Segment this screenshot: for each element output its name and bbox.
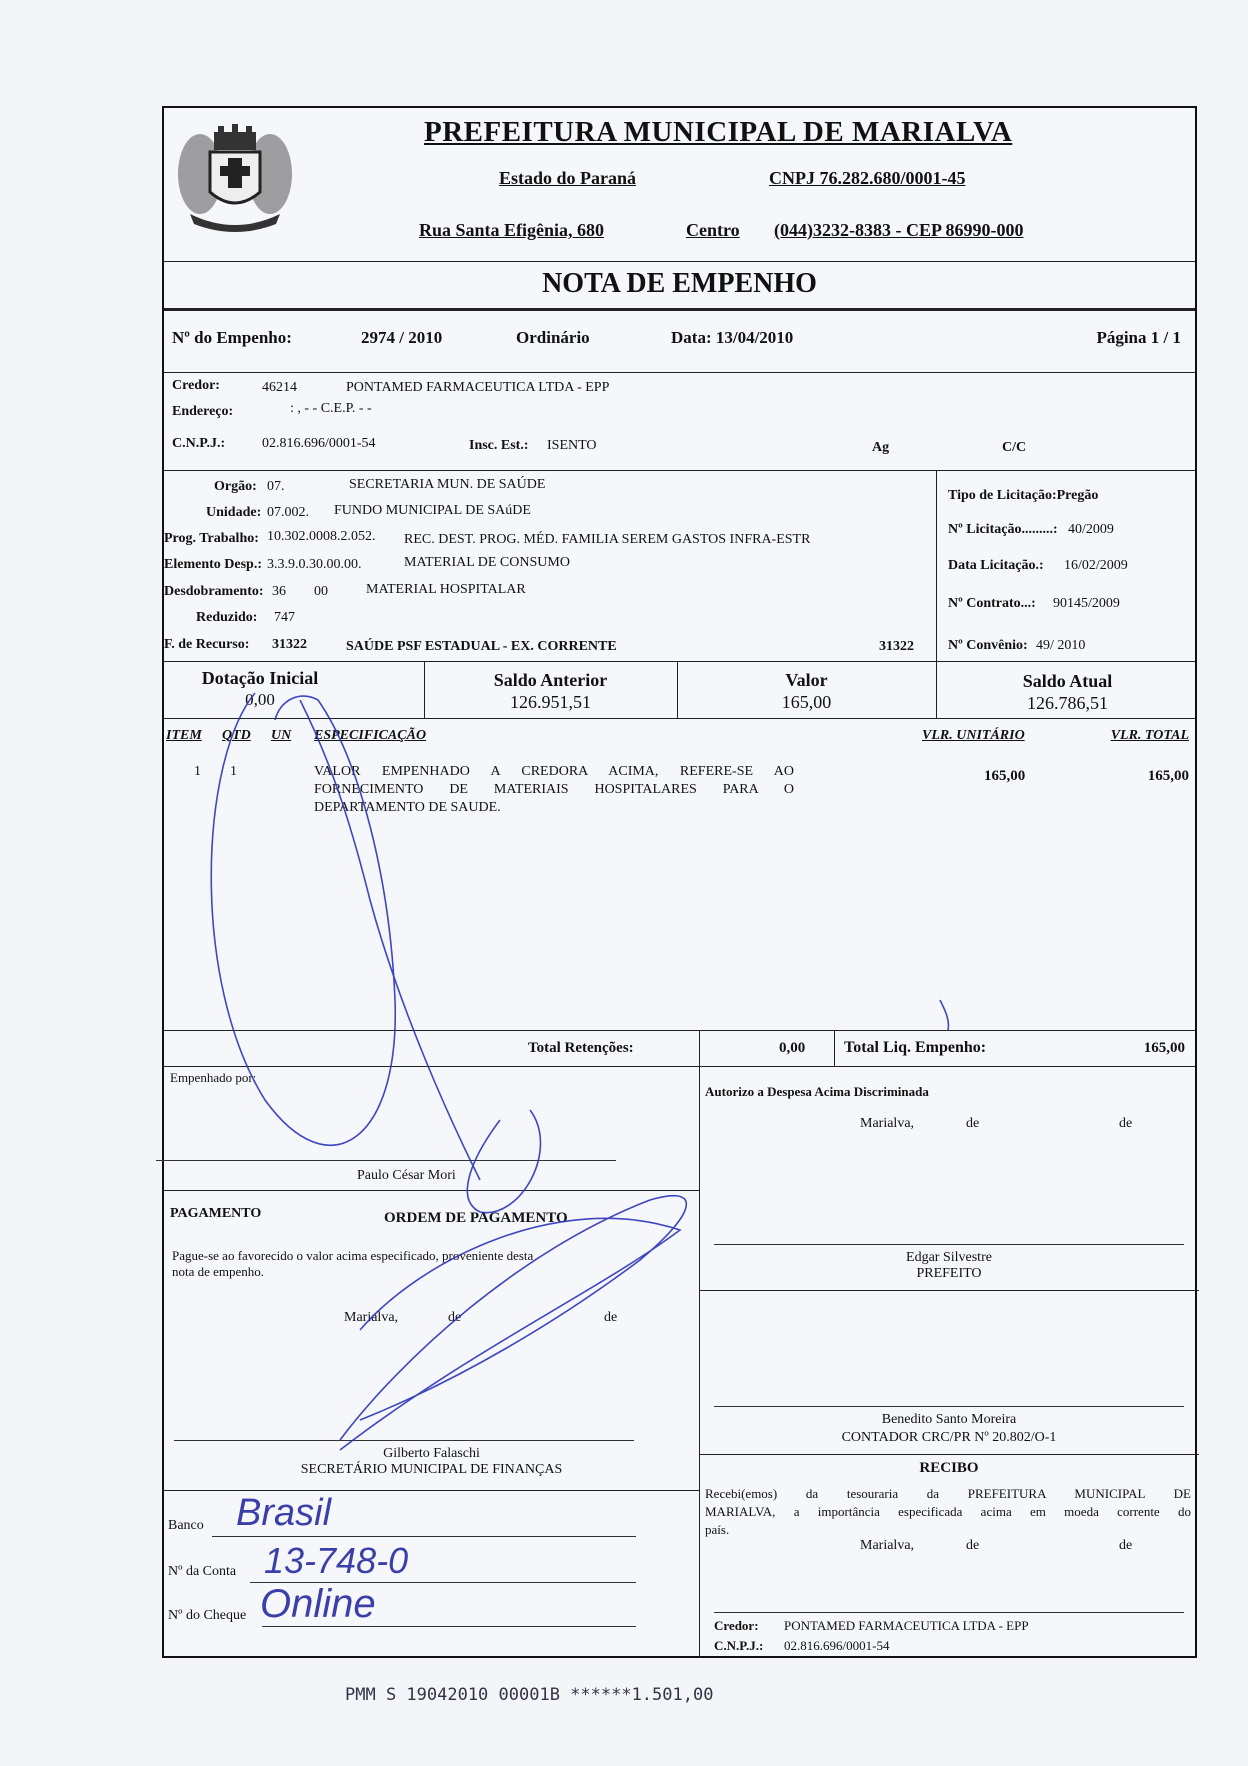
item-desc-line1: VALOR EMPENHADO A CREDORA ACIMA, REFERE-SE AO [314,764,794,779]
credor-label: Credor: [172,378,220,393]
col-item-header: ITEM [166,728,202,743]
dotacao-inicial-label: Dotação Inicial [201,668,319,688]
unidade-name: FUNDO MUNICIPAL DE SAúDE [334,503,531,518]
contador-role: CONTADOR CRC/PR Nº 20.802/O-1 [841,1430,1057,1445]
unidade-code: 07.002. [267,505,309,520]
prog-trabalho-name: REC. DEST. PROG. MÉD. FAMILIA SEREM GASTOS INFRA-ESTR [404,532,811,547]
total-retencoes-value: 0,00 [779,1040,806,1056]
recurso-code: 31322 [272,637,307,652]
orgao-code: 07. [267,479,285,494]
recibo-text-3: país. [705,1522,730,1537]
coat-of-arms-logo [170,114,300,236]
pagamento-de-2: de [604,1310,618,1325]
pagamento-city: Marialva, [344,1310,399,1325]
cc-label: C/C [1002,440,1027,455]
cheque-label: Nº do Cheque [168,1608,247,1623]
col-vlr-unitario-header: VLR. UNITÁRIO [922,728,1025,743]
insc-est-label: Insc. Est.: [469,438,529,453]
item-total-value: 165,00 [1147,768,1189,784]
data-licitacao-label: Data Licitação.: [948,558,1044,573]
recibo-text-2: MARIALVA, a importância especificada acima em moeda corrente do [705,1504,1191,1519]
unidade-label: Unidade: [206,505,262,520]
item-unit-value: 165,00 [984,768,1026,784]
cheque-handwritten: Online [260,1582,376,1626]
empenho-number: 2974 / 2010 [361,328,443,347]
prog-trabalho-label: Prog. Trabalho: [164,531,259,546]
recibo-text-1: Recebi(emos) da tesouraria da PREFEITURA MUNICIPAL DE [705,1486,1191,1501]
header-cnpj: CNPJ 76.282.680/0001-45 [769,168,966,188]
recibo-credor-value: PONTAMED FARMACEUTICA LTDA - EPP [784,1618,1029,1633]
contrato-label: Nº Contrato...: [948,596,1036,611]
convenio-label: Nº Convênio: [948,638,1028,653]
desdobramento-code: 36 [272,584,286,599]
credor-code: 46214 [262,380,297,395]
ordem-pagamento-title: ORDEM DE PAGAMENTO [384,1210,568,1226]
conta-handwritten: 13-748-0 [264,1540,409,1581]
nota-de-empenho-form [162,106,1197,1658]
autorizo-de-1: de [966,1116,980,1131]
valor-label: Valor [785,670,828,690]
recibo-de-2: de [1119,1538,1133,1553]
credor-name: PONTAMED FARMACEUTICA LTDA - EPP [346,380,610,395]
contrato-value: 90145/2009 [1053,596,1120,611]
elemento-code: 3.3.9.0.30.00.00. [267,557,362,572]
empenhado-signer-name: Paulo César Mori [357,1168,456,1183]
saldo-atual-label: Saldo Atual [1022,671,1113,691]
header-title: PREFEITURA MUNICIPAL DE MARIALVA [424,116,1013,148]
convenio-value: 49/ 2010 [1036,638,1086,653]
banco-handwritten: Brasil [236,1492,332,1534]
reduzido-label: Reduzido: [196,610,258,625]
endereco-value: : , - - C.E.P. - - [290,401,372,416]
elemento-label: Elemento Desp.: [164,557,262,572]
dotacao-inicial-value: 0,00 [245,690,275,709]
col-vlr-total-header: VLR. TOTAL [1110,728,1189,743]
endereco-label: Endereço: [172,404,234,419]
empenho-date: Data: 13/04/2010 [671,328,794,347]
total-retencoes-label: Total Retenções: [528,1040,634,1056]
col-un-header: UN [271,728,292,743]
pagamento-text-2: nota de empenho. [172,1264,265,1279]
empenhado-por-label: Empenhado por: [170,1070,257,1085]
recurso-label: F. de Recurso: [164,637,250,652]
recibo-cnpj-label: C.N.P.J.: [714,1638,764,1653]
recibo-cnpj-value: 02.816.696/0001-54 [784,1638,890,1653]
autorizo-label: Autorizo a Despesa Acima Discriminada [705,1084,929,1099]
footer-stamp: PMM S 19042010 00001B ******1.501,00 [345,1685,714,1705]
secretario-role: SECRETÁRIO MUNICIPAL DE FINANÇAS [300,1462,563,1477]
elemento-name: MATERIAL DE CONSUMO [404,555,570,570]
pagamento-label: PAGAMENTO [170,1206,262,1221]
document-title: NOTA DE EMPENHO [542,268,817,299]
valor-value: 165,00 [781,692,832,712]
ag-label: Ag [872,440,890,455]
prefeito-name: Edgar Silvestre [906,1250,992,1265]
recurso-name: SAÚDE PSF ESTADUAL - EX. CORRENTE [346,639,617,654]
item-qtd: 1 [230,764,237,779]
banco-label: Banco [168,1518,204,1533]
empenho-number-label: Nº do Empenho: [172,328,292,347]
item-number: 1 [194,764,201,779]
credor-cnpj-label: C.N.P.J.: [172,436,226,451]
item-desc-line2: FORNECIMENTO DE MATERIAIS HOSPITALARES PARA O [314,782,794,797]
desdobramento-label: Desdobramento: [164,584,264,599]
insc-est-value: ISENTO [547,438,597,453]
header-state: Estado do Paraná [499,168,637,188]
autorizo-city: Marialva, [860,1116,915,1131]
header-phone-cep: (044)3232-8383 - CEP 86990-000 [774,220,1024,240]
recurso-code-2: 31322 [879,639,914,654]
desdobramento-name: MATERIAL HOSPITALAR [366,582,526,597]
orgao-label: Orgão: [214,479,257,494]
secretario-name: Gilberto Falaschi [383,1446,480,1461]
item-desc-line3: DEPARTAMENTO DE SAUDE. [314,800,501,815]
recibo-credor-label: Credor: [714,1618,759,1633]
total-liq-label: Total Liq. Empenho: [844,1039,987,1056]
contador-name: Benedito Santo Moreira [881,1412,1017,1427]
header-district: Centro [686,220,740,240]
total-liq-value: 165,00 [1143,1040,1185,1056]
desdobramento-sub: 00 [314,584,328,599]
orgao-name: SECRETARIA MUN. DE SAÚDE [349,477,546,492]
col-qtd-header: QTD [222,728,251,743]
pagamento-de-1: de [448,1310,462,1325]
prog-trabalho-code: 10.302.0008.2.052. [267,529,376,544]
autorizo-de-2: de [1119,1116,1133,1131]
reduzido-value: 747 [274,610,295,625]
col-especificacao-header: ESPECIFICAÇÃO [314,728,427,743]
page-number: Página 1 / 1 [1096,328,1181,347]
prefeito-role: PREFEITO [916,1266,982,1281]
tipo-licitacao: Tipo de Licitação:Pregão [948,488,1099,503]
pagamento-text-1: Pague-se ao favorecido o valor acima especificado, proveniente desta [172,1248,534,1263]
licitacao-number: 40/2009 [1068,522,1114,537]
licitacao-number-label: Nº Licitação.........: [948,522,1058,537]
data-licitacao: 16/02/2009 [1064,558,1128,573]
saldo-anterior-label: Saldo Anterior [493,670,608,690]
recibo-city: Marialva, [860,1538,915,1553]
recibo-title: RECIBO [919,1460,979,1476]
credor-cnpj: 02.816.696/0001-54 [262,436,376,451]
saldo-atual-value: 126.786,51 [1027,693,1108,713]
saldo-anterior-value: 126.951,51 [510,692,591,712]
recibo-de-1: de [966,1538,980,1553]
empenho-type: Ordinário [516,328,590,347]
header-address: Rua Santa Efigênia, 680 [419,220,605,240]
conta-label: Nº da Conta [168,1564,237,1579]
